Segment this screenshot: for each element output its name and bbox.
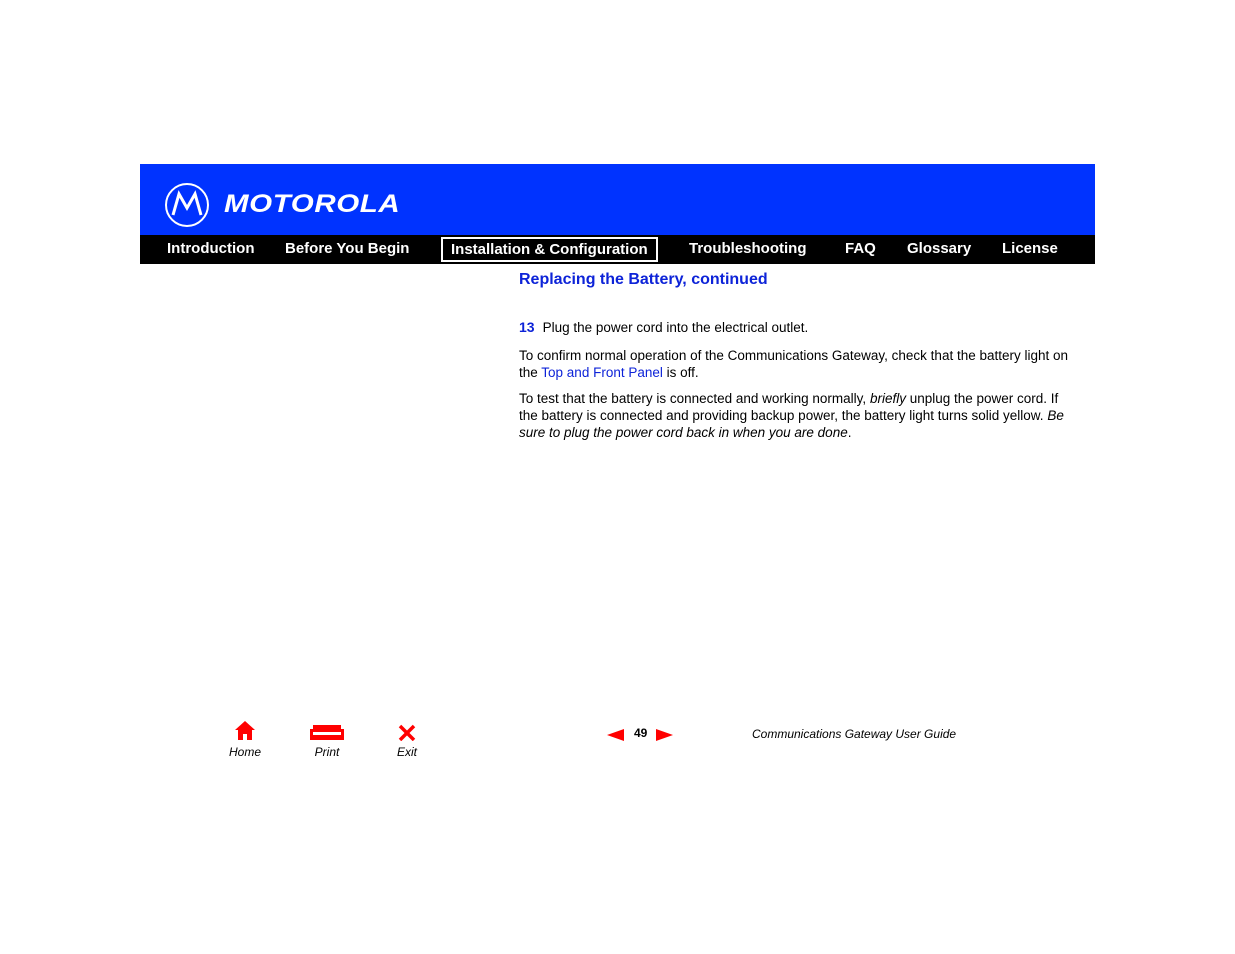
top-front-panel-link[interactable]: Top and Front Panel [541, 365, 663, 380]
para2-text-after: . [847, 425, 852, 440]
nav-introduction[interactable]: Introduction [167, 240, 255, 257]
exit-label: Exit [396, 745, 417, 759]
next-arrow-icon[interactable] [656, 729, 673, 741]
nav-glossary[interactable]: Glossary [907, 240, 972, 257]
step-text: Plug the power cord into the electrical outlet. [542, 320, 809, 335]
para2-italic-reminder: Be sure to plug the power cord back in when you are done [519, 408, 1064, 440]
top-navigation [140, 235, 1095, 264]
nav-license[interactable]: License [1002, 240, 1058, 257]
section-title: Replacing the Battery, continued [519, 271, 768, 288]
home-icon [234, 720, 256, 741]
home-button[interactable] [215, 720, 275, 759]
exit-x-icon [397, 720, 417, 741]
paragraph-test [519, 390, 1079, 441]
para2-text-mid: unplug the power cord. If the battery is connected and providing backup power, the battery light turns solid yellow. [519, 391, 1059, 423]
para2-text-before: To test that the battery is connected and working normally, [519, 391, 870, 406]
home-label: Home [228, 745, 261, 759]
brand-name: MOTOROLA [224, 190, 401, 218]
exit-button[interactable] [377, 720, 437, 759]
para1-text-after: is off. [662, 365, 699, 380]
guide-title: Communications Gateway User Guide [752, 727, 957, 741]
para1-text-before: To confirm normal operation of the Communications Gateway, check that the battery light on the [519, 348, 1069, 380]
nav-installation-configuration[interactable]: Installation & Configuration [441, 237, 658, 262]
step-number: 13 [519, 319, 535, 335]
nav-before-you-begin[interactable]: Before You Begin [285, 240, 410, 257]
nav-faq[interactable]: FAQ [845, 240, 876, 257]
step-item [519, 319, 808, 335]
header-banner [140, 164, 1095, 235]
print-label: Print [314, 745, 340, 759]
paragraph-confirm [519, 347, 1079, 381]
printer-icon [309, 720, 345, 741]
page-number: 49 [634, 726, 648, 740]
print-button[interactable] [297, 720, 357, 759]
para2-italic-briefly: briefly [869, 391, 906, 406]
prev-arrow-icon[interactable] [607, 729, 624, 741]
motorola-batwing-icon [164, 182, 210, 228]
nav-troubleshooting[interactable]: Troubleshooting [689, 240, 807, 257]
